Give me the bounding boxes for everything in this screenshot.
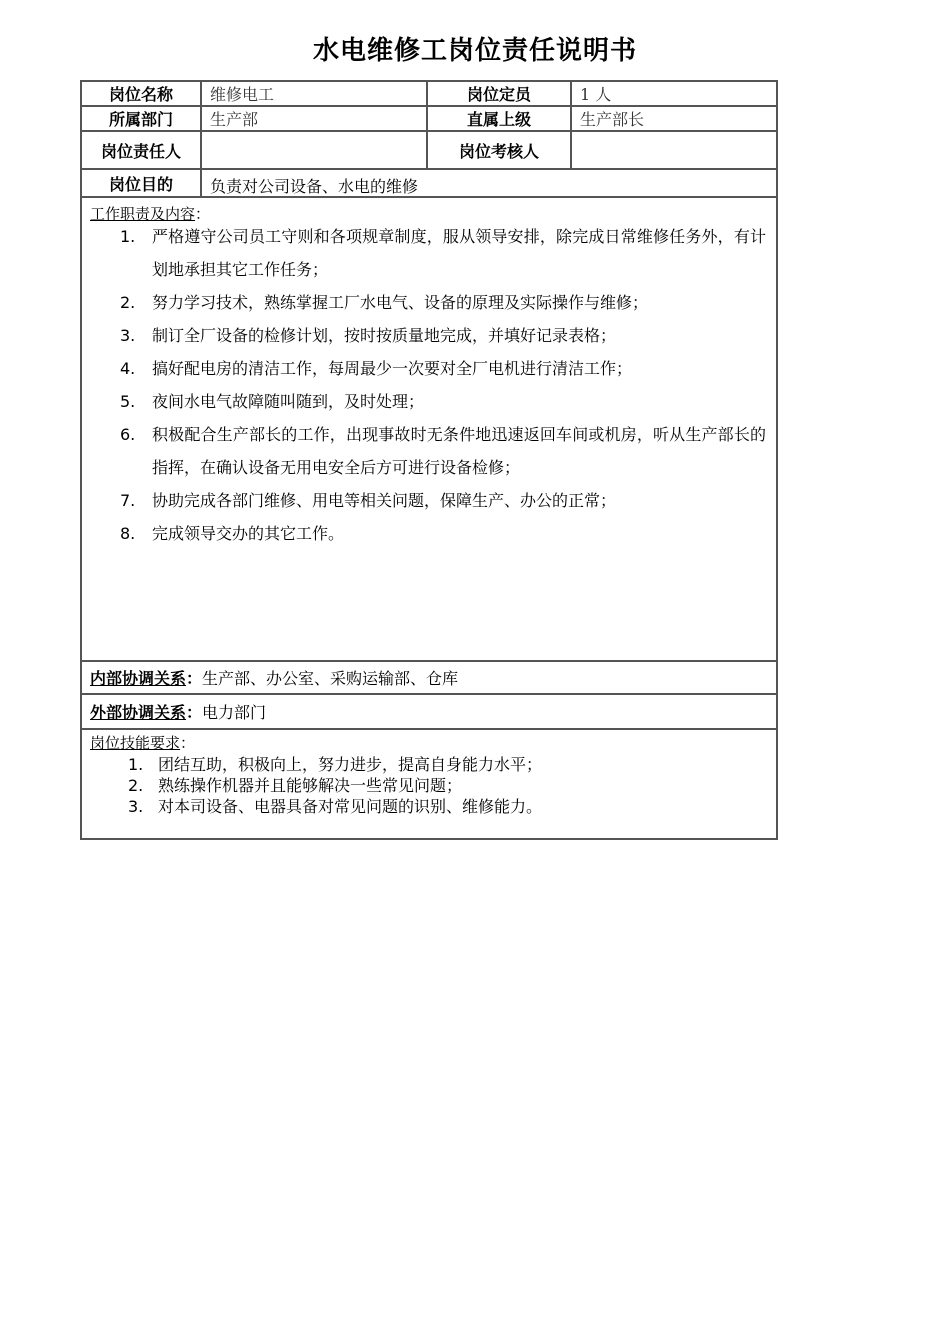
job-description-form xyxy=(80,80,778,840)
duty-item xyxy=(90,385,768,418)
supervisor-value: 生产部长 xyxy=(580,110,645,129)
skill-number: 2. xyxy=(128,776,144,795)
duty-text: 协助完成各部门维修、用电等相关问题，保障生产、办公的正常； xyxy=(152,491,617,510)
header-row-responsible xyxy=(82,132,776,170)
skill-text: 熟练操作机器并且能够解决一些常见问题； xyxy=(158,776,463,795)
skill-text: 团结互助，积极向上，努力进步，提高自身能力水平； xyxy=(158,755,543,774)
duty-number: 1. xyxy=(120,227,136,246)
duty-item xyxy=(90,286,768,319)
duty-text: 搞好配电房的清洁工作，每周最少一次要对全厂电机进行清洁工作； xyxy=(152,359,633,378)
external-relations-value: 电力部门 xyxy=(202,703,267,722)
external-relations-label: 外部协调关系 xyxy=(90,703,187,722)
responsible-person-value xyxy=(202,132,428,168)
duty-item xyxy=(90,484,768,517)
skill-number: 1. xyxy=(128,755,144,774)
department-value: 生产部 xyxy=(202,107,428,130)
internal-relations-label: 内部协调关系 xyxy=(90,669,187,688)
header-row-position xyxy=(82,82,776,107)
duty-text: 完成领导交办的其它工作。 xyxy=(152,524,345,543)
skill-item xyxy=(90,796,768,817)
duty-item xyxy=(90,352,768,385)
purpose-label: 岗位目的 xyxy=(82,170,202,196)
duty-number: 4. xyxy=(120,359,136,378)
headcount-value: 1 人 xyxy=(580,85,612,104)
supervisor-label: 直属上级 xyxy=(428,107,572,130)
duty-number: 3. xyxy=(120,326,136,345)
external-relations-colon: ： xyxy=(186,703,203,722)
purpose-value: 负责对公司设备、水电的维修 xyxy=(210,176,419,196)
internal-relations-row xyxy=(82,660,776,695)
skill-number: 3. xyxy=(128,797,144,816)
duty-text: 严格遵守公司员工守则和各项规章制度，服从领导安排，除完成日常维修任务外，有计划地承担其它工作任务； xyxy=(152,227,766,279)
assessor-value xyxy=(572,132,776,168)
duty-number: 8. xyxy=(120,524,136,543)
external-relations-row xyxy=(82,695,776,730)
headcount-label: 岗位定员 xyxy=(428,82,572,105)
duty-number: 5. xyxy=(120,392,136,411)
duty-number: 7. xyxy=(120,491,136,510)
skill-item xyxy=(90,775,768,796)
assessor-label: 岗位考核人 xyxy=(428,132,572,168)
duty-text: 积极配合生产部长的工作，出现事故时无条件地迅速返回车间或机房，听从生产部长的指挥，在确认设备无用电安全后方可进行设备检修； xyxy=(152,425,766,477)
duties-label: 工作职责及内容 xyxy=(90,205,196,223)
internal-relations-colon: ： xyxy=(186,669,203,688)
purpose-row xyxy=(82,170,776,198)
document-title: 水电维修工岗位责任说明书 xyxy=(312,36,637,66)
position-name-label: 岗位名称 xyxy=(82,82,202,105)
skill-item xyxy=(90,754,768,775)
skills-colon: ： xyxy=(180,734,196,752)
duty-item xyxy=(90,319,768,352)
department-label: 所属部门 xyxy=(82,107,202,130)
skills-section xyxy=(82,730,776,838)
duties-list xyxy=(90,220,768,550)
duty-text: 努力学习技术，熟练掌握工厂水电气、设备的原理及实际操作与维修； xyxy=(152,293,649,312)
duty-text: 制订全厂设备的检修计划，按时按质量地完成，并填好记录表格； xyxy=(152,326,617,345)
duty-number: 6. xyxy=(120,425,136,444)
skills-label: 岗位技能要求 xyxy=(90,734,181,752)
duty-item xyxy=(90,418,768,484)
duty-item xyxy=(90,517,768,550)
responsible-person-label: 岗位责任人 xyxy=(82,132,202,168)
duty-item xyxy=(90,220,768,286)
duty-number: 2. xyxy=(120,293,136,312)
duties-colon: ： xyxy=(195,205,211,223)
header-row-department xyxy=(82,107,776,132)
duty-text: 夜间水电气故障随叫随到，及时处理； xyxy=(152,392,425,411)
duties-section xyxy=(82,200,776,660)
position-name-value: 维修电工 xyxy=(202,82,428,105)
skill-text: 对本司设备、电器具备对常见问题的识别、维修能力。 xyxy=(158,797,543,816)
internal-relations-value: 生产部、办公室、采购运输部、仓库 xyxy=(202,669,459,688)
